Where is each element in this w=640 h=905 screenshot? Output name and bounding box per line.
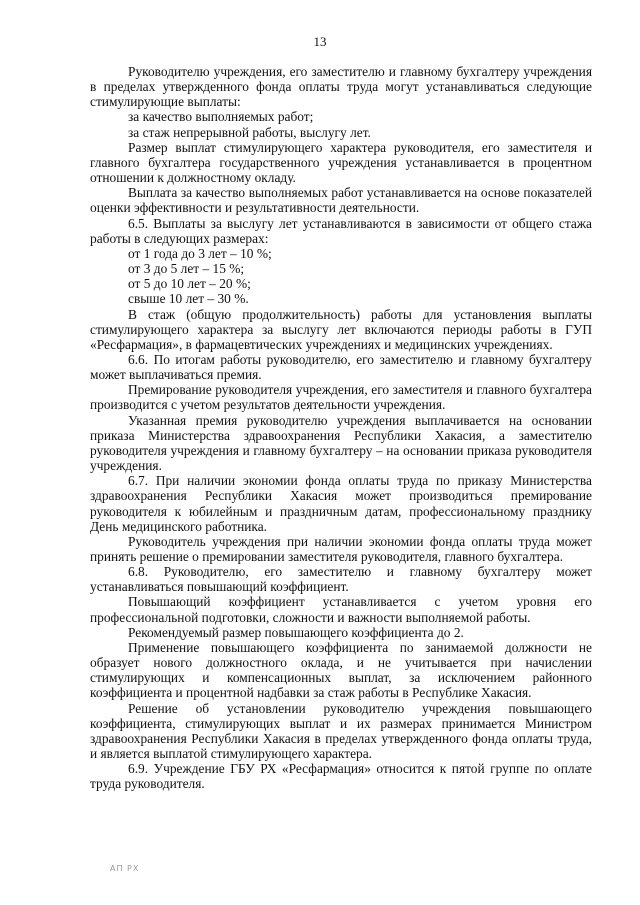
paragraph: 6.6. По итогам работы руководителю, его заместителю и главному бухгалтеру может выплачиваться премия. bbox=[90, 351, 592, 383]
list-item: за стаж непрерывной работы, выслугу лет. bbox=[128, 124, 371, 140]
document-body bbox=[90, 64, 592, 792]
paragraph: 6.7. При наличии экономии фонда оплаты труда по приказу Министерства здравоохранения Республики Хакасия может производиться премирование руководителя к юбилейным и праздничным датам, профессиональному празднику День медицинского работника. bbox=[90, 473, 592, 534]
list-item: свыше 10 лет – 30 %. bbox=[128, 291, 249, 307]
paragraph: 6.9. Учреждение ГБУ РХ «Ресфармация» относится к пятой группе по оплате труда руководителя. bbox=[90, 761, 592, 792]
paragraph: 6.5. Выплаты за выслугу лет устанавливаются в зависимости от общего стажа работы в следующих размерах: bbox=[90, 215, 592, 246]
paragraph: Указанная премия руководителю учреждения выплачивается на основании приказа Министерства здравоохранения Республики Хакасия, а заместителю руководителя учреждения и главному бухгалтеру – на основании приказа руководителя учреждения. bbox=[90, 412, 592, 474]
paragraph: Применение повышающего коэффициента по занимаемой должности не образует нового должностного оклада, и не учитывается при начислении стимулирующих и компенсационных выплат, за исключением районного коэффициента и процентной надбавки за стаж работы в Республике Хакасия. bbox=[90, 639, 592, 701]
paragraph: В стаж (общую продолжительность) работы для установления выплаты стимулирующего характера за выслугу лет включаются периоды работы в ГУП «Ресфармация», в фармацевтических учреждениях и медицинских учреждениях. bbox=[90, 306, 592, 352]
paragraph: Решение об установлении руководителю учреждения повышающего коэффициента, стимулирующих выплат и их размерах принимается Министром здравоохранения Республики Хакасия в пределах утвержденного фонда оплаты труда, и является выплатой стимулирующего характера. bbox=[90, 700, 592, 762]
paragraph: Повышающий коэффициент устанавливается с учетом уровня его профессиональной подготовки, сложности и важности выполняемой работы. bbox=[90, 594, 592, 625]
paragraph: Рекомендуемый размер повышающего коэффициента до 2. bbox=[128, 624, 464, 640]
paragraph: Размер выплат стимулирующего характера руководителя, его заместителя и главного бухгалтера государственного учреждения устанавливается в процентном отношении к должностному окладу. bbox=[90, 139, 592, 186]
list-item: от 5 до 10 лет – 20 %; bbox=[128, 276, 251, 292]
page-number: 13 bbox=[313, 34, 327, 49]
list-item: за качество выполняемых работ; bbox=[128, 109, 314, 125]
paragraph: Премирование руководителя учреждения, его заместителя и главного бухгалтера производится с учетом результатов деятельности учреждения. bbox=[90, 382, 592, 413]
paragraph: Руководителю учреждения, его заместителю и главному бухгалтеру учреждения в пределах утвержденного фонда оплаты труда могут устанавливаться следующие стимулирующие выплаты: bbox=[90, 64, 592, 110]
list-item: от 1 года до 3 лет – 10 %; bbox=[128, 245, 272, 261]
paragraph: 6.8. Руководителю, его заместителю и главному бухгалтеру может устанавливаться повышающий коэффициент. bbox=[90, 564, 592, 595]
paragraph: Руководитель учреждения при наличии экономии фонда оплаты труда может принять решение о премировании заместителя руководителя, главного бухгалтера. bbox=[90, 533, 592, 564]
list-item: от 3 до 5 лет – 15 %; bbox=[128, 261, 245, 277]
footer-stamp: АП РХ bbox=[110, 864, 140, 873]
paragraph: Выплата за качество выполняемых работ устанавливается на основе показателей оценки эффективности и результативности деятельности. bbox=[90, 185, 592, 216]
